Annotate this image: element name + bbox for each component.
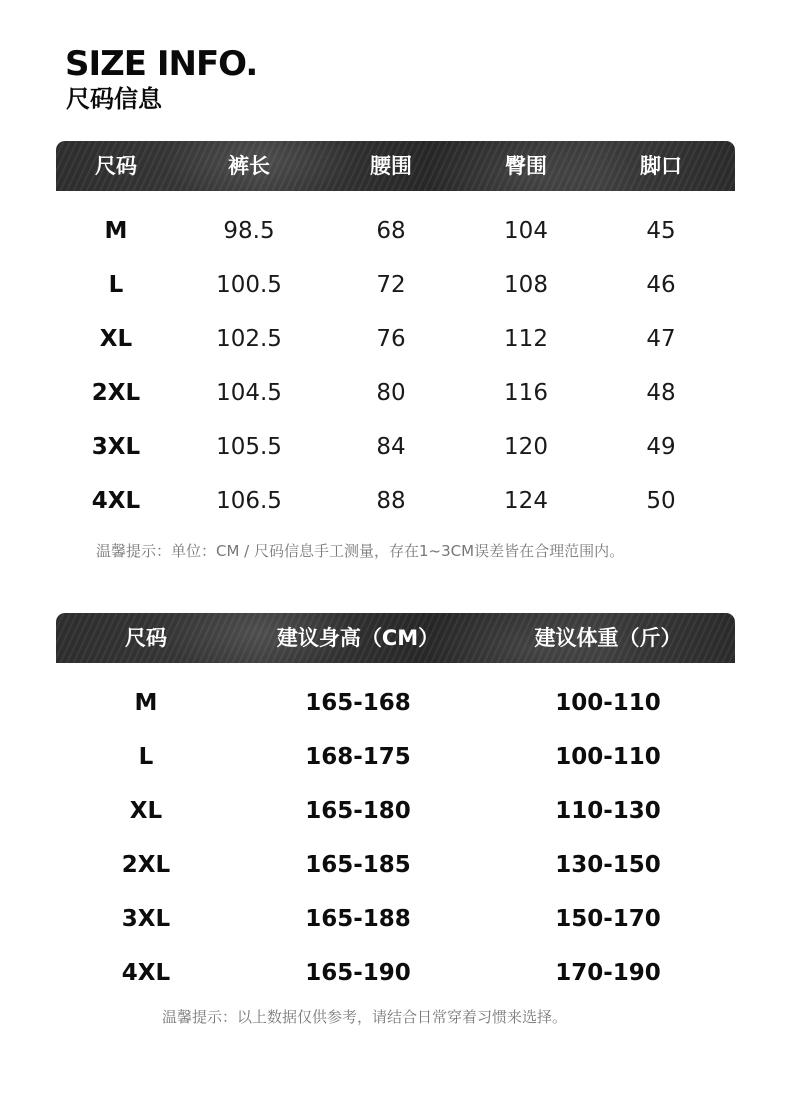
table-row xyxy=(56,420,735,474)
table-row xyxy=(56,784,735,838)
table-row xyxy=(56,204,735,258)
cell-pants-length: 100.5 xyxy=(216,272,282,298)
header-waist: 腰围 xyxy=(370,154,412,178)
table-row xyxy=(56,838,735,892)
table-row xyxy=(56,474,735,528)
cell-hip: 124 xyxy=(504,488,548,514)
cell-pants-length: 105.5 xyxy=(216,434,282,460)
cell-waist: 68 xyxy=(376,218,406,244)
cell-size: 3XL xyxy=(121,906,171,932)
table-row xyxy=(56,366,735,420)
header-leg-opening: 脚口 xyxy=(640,154,682,178)
page-title-chinese: 尺码信息 xyxy=(66,85,162,113)
cell-pants-length: 102.5 xyxy=(216,326,282,352)
header-hip: 臀围 xyxy=(505,154,547,178)
cell-recommended-weight: 110-130 xyxy=(555,798,661,824)
cell-hip: 120 xyxy=(504,434,548,460)
cell-recommended-weight: 130-150 xyxy=(555,852,661,878)
cell-pants-length: 106.5 xyxy=(216,488,282,514)
cell-recommended-height: 168-175 xyxy=(305,744,411,770)
cell-size: 4XL xyxy=(121,960,171,986)
cell-size: 2XL xyxy=(91,380,141,406)
cell-recommended-weight: 170-190 xyxy=(555,960,661,986)
table-row xyxy=(56,730,735,784)
cell-recommended-weight: 150-170 xyxy=(555,906,661,932)
cell-hip: 112 xyxy=(504,326,548,352)
cell-size: 3XL xyxy=(91,434,141,460)
cell-pants-length: 104.5 xyxy=(216,380,282,406)
cell-leg-opening: 46 xyxy=(646,272,676,298)
cell-size: L xyxy=(108,272,124,298)
cell-recommended-height: 165-188 xyxy=(305,906,411,932)
page-title-english: SIZE INFO. xyxy=(65,44,258,84)
header-size: 尺码 xyxy=(125,626,167,650)
cell-size: 2XL xyxy=(121,852,171,878)
cell-waist: 76 xyxy=(376,326,406,352)
cell-recommended-weight: 100-110 xyxy=(555,690,661,716)
measurement-table-header xyxy=(56,141,735,191)
cell-waist: 72 xyxy=(376,272,406,298)
cell-leg-opening: 48 xyxy=(646,380,676,406)
cell-waist: 84 xyxy=(376,434,406,460)
cell-size: L xyxy=(138,744,154,770)
cell-waist: 80 xyxy=(376,380,406,406)
cell-size: 4XL xyxy=(91,488,141,514)
cell-recommended-height: 165-190 xyxy=(305,960,411,986)
cell-hip: 104 xyxy=(504,218,548,244)
cell-leg-opening: 50 xyxy=(646,488,676,514)
cell-size: XL xyxy=(99,326,133,352)
cell-pants-length: 98.5 xyxy=(223,218,275,244)
cell-leg-opening: 45 xyxy=(646,218,676,244)
cell-hip: 108 xyxy=(504,272,548,298)
table-row xyxy=(56,258,735,312)
cell-recommended-weight: 100-110 xyxy=(555,744,661,770)
header-size: 尺码 xyxy=(95,154,137,178)
header-recommended-height: 建议身高（CM） xyxy=(276,626,440,650)
cell-waist: 88 xyxy=(376,488,406,514)
table-row xyxy=(56,946,735,1000)
cell-hip: 116 xyxy=(504,380,548,406)
cell-recommended-height: 165-185 xyxy=(305,852,411,878)
cell-recommended-height: 165-168 xyxy=(305,690,411,716)
table-row xyxy=(56,676,735,730)
cell-leg-opening: 49 xyxy=(646,434,676,460)
header-recommended-weight: 建议体重（斤） xyxy=(534,626,682,650)
header-pants-length: 裤长 xyxy=(228,154,270,178)
measurement-note: 温馨提示：单位：CM / 尺码信息手工测量，存在1~3CM误差皆在合理范围内。 xyxy=(96,542,625,560)
table-row xyxy=(56,892,735,946)
cell-recommended-height: 165-180 xyxy=(305,798,411,824)
cell-size: XL xyxy=(129,798,163,824)
recommendation-note: 温馨提示：以上数据仅供参考，请结合日常穿着习惯来选择。 xyxy=(162,1008,568,1026)
cell-size: M xyxy=(134,690,158,716)
recommendation-table-header xyxy=(56,613,735,663)
cell-size: M xyxy=(104,218,128,244)
table-row xyxy=(56,312,735,366)
cell-leg-opening: 47 xyxy=(646,326,676,352)
